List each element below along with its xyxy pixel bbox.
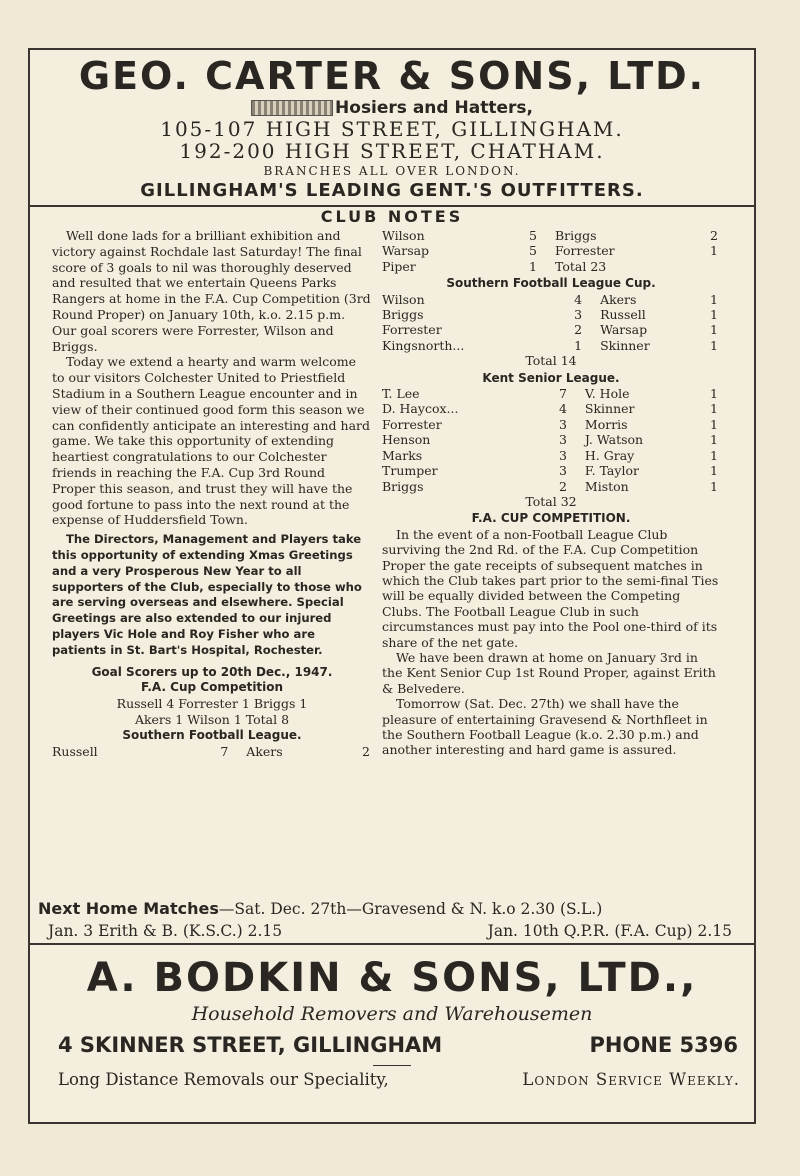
southern-league-table-part2 xyxy=(382,228,720,274)
scorer-name: Akers xyxy=(600,291,637,307)
scorer-name: J. Watson xyxy=(584,432,644,448)
scorer-name: Henson xyxy=(382,432,431,448)
table-row xyxy=(382,417,720,432)
scorer-name: Warsap xyxy=(600,322,648,338)
scorer-goals: 5 xyxy=(529,243,537,259)
scorer-name: Warsap xyxy=(382,243,430,259)
scorer-name: Russell xyxy=(600,307,646,323)
scorer-goals: 1 xyxy=(710,432,718,448)
scorer-name: T. Lee xyxy=(382,386,420,402)
greetings-paragraph: The Directors, Management and Players take this opportunity of extending Xmas Greetings and a very Prosperous New Year to all supporters of the Club, especially to those who are serving overseas and elsewhere. Special Greetings are also extended to our injured players Vic Hole and Roy Fisher who are patients in St. Bart's Hospital, Rochester. xyxy=(52,532,362,657)
table-row xyxy=(382,338,720,353)
scorer-goals: 7 xyxy=(220,743,229,759)
notes-paragraph-1: Well done lads for a brilliant exhibition and victory against Rochdale last Saturday! The final score of 3 goals to nil was thoroughly deserved and resulted that we entertain Queens Parks Rangers at home in the F.A. Cup Competition (3rd Round Proper) on January 10th, k.o. 2.15 p.m. Our goal scorers were Forrester, Wilson and Briggs. xyxy=(52,228,371,354)
carter-trade: Hosiers and Hatters, xyxy=(335,98,533,118)
fa-cup-scorers-line-2: Akers 1 Wilson 1 Total 8 xyxy=(134,711,290,727)
table-row xyxy=(382,463,720,478)
table-row xyxy=(382,292,720,307)
next-home-fixture-jan10: Jan. 10th Q.P.R. (F.A. Cup) 2.15 xyxy=(487,922,732,940)
goal-scorers-heading: Goal Scorers up to 20th Dec., 1947. xyxy=(91,664,333,679)
bodkin-phone: PHONE 5396 xyxy=(589,1033,738,1057)
notes-paragraph-2: Today we extend a hearty and warm welcome to our visitors Colchester United to Priestfield Stadium in a Southern League encounter and in view of their continued good form this season we can confidently anticipate an interesting and hard game. We take this opportunity of extending heartiest congratulations to our Colchester friends in reaching the F.A. Cup 3rd Round Proper this season, and trust they will have the good fortune to pass into the next round at the expense of Huddersfield Town. xyxy=(52,354,371,528)
table-row xyxy=(382,322,720,337)
scorer-name: Skinner xyxy=(600,337,650,353)
fa-cup-scorers-line-1: Russell 4 Forrester 1 Briggs 1 xyxy=(116,696,308,712)
scorer-name: F. Taylor xyxy=(584,463,639,479)
scorer-name: Piper xyxy=(382,258,416,274)
table-row xyxy=(382,432,720,447)
scorer-goals: 1 xyxy=(710,322,718,338)
scorer-name: Forrester xyxy=(554,243,615,259)
table-row xyxy=(382,479,720,494)
next-home-fixture-jan3: Jan. 3 Erith & B. (K.S.C.) 2.15 xyxy=(48,922,283,940)
carter-advert xyxy=(30,50,754,207)
bodkin-speciality: Long Distance Removals our Speciality, xyxy=(58,1070,389,1089)
scorer-name: Marks xyxy=(382,447,423,463)
scorer-goals: 1 xyxy=(574,337,583,353)
carter-address-1: 105-107 HIGH STREET, GILLINGHAM. xyxy=(160,117,624,141)
scorer-name: Wilson xyxy=(382,228,425,243)
fa-cup-rules-paragraph: In the event of a non-Football League Club surviving the 2nd Rd. of the F.A. Cup Competition Proper the gate receipts of subsequent matches in which the Club takes part prior to the semi-final Ties will be equally divided between the Competing Clubs. The Football League Club in such circumstances must pay into the Pool one-third of its share of the net gate. xyxy=(382,526,719,650)
divider xyxy=(373,1065,411,1066)
scorer-name: Forrester xyxy=(382,322,442,338)
club-notes-title: CLUB NOTES xyxy=(320,207,464,226)
kent-senior-league-heading: Kent Senior League. xyxy=(482,370,620,385)
scorer-name: Skinner xyxy=(584,401,635,417)
next-home-matches xyxy=(38,898,748,942)
scorer-name: Kingsnorth... xyxy=(382,337,465,353)
scorer-name: Trumper xyxy=(382,463,438,479)
southern-league-cup-heading: Southern Football League Cup. xyxy=(446,276,656,291)
tomorrow-paragraph: Tomorrow (Sat. Dec. 27th) we shall have the pleasure of entertaining Gravesend & Northfleet in the Southern Football League (k.o. 2.30 p.m.) and another interesting and hard game is assured. xyxy=(382,696,708,758)
bodkin-advert xyxy=(30,943,754,1126)
scorer-goals: 1 xyxy=(710,478,718,494)
table-row xyxy=(382,259,720,274)
scorer-goals: 1 xyxy=(710,416,718,432)
scorer-name: Russell xyxy=(52,743,98,759)
programme-page xyxy=(28,48,756,1124)
southern-league-table-part1 xyxy=(52,744,372,760)
southern-league-cup-table xyxy=(382,292,720,354)
scorer-goals: 7 xyxy=(558,386,567,402)
scorer-name: Briggs xyxy=(382,307,424,323)
fa-cup-competition-heading: F.A. CUP COMPETITION. xyxy=(471,511,631,526)
scorer-name: D. Haycox... xyxy=(382,401,459,417)
table-row xyxy=(382,228,720,243)
scorer-goals: 2 xyxy=(574,322,583,338)
scorer-goals xyxy=(696,259,720,274)
scorer-name: Wilson xyxy=(382,291,425,307)
scorer-goals: 1 xyxy=(710,447,718,463)
bodkin-tagline: Household Removers and Warehousemen xyxy=(191,1003,593,1025)
table-row xyxy=(382,448,720,463)
scorer-goals: 1 xyxy=(710,337,718,353)
scorer-goals: 4 xyxy=(558,401,567,417)
scorer-name: Akers xyxy=(246,743,283,759)
table-row xyxy=(52,744,372,760)
scorer-name: Miston xyxy=(584,478,629,494)
league-total: Total 23 xyxy=(554,258,607,274)
scorer-name: Forrester xyxy=(382,416,442,432)
scorer-name: Briggs xyxy=(554,228,597,243)
scorer-goals: 4 xyxy=(574,291,583,307)
next-home-line-1: —Sat. Dec. 27th—Gravesend & N. k.o 2.30 (S.L.) xyxy=(218,900,603,918)
scorer-goals: 2 xyxy=(558,478,567,494)
scorer-name: Morris xyxy=(584,416,628,432)
scorer-goals: 3 xyxy=(574,307,583,323)
bodkin-address: 4 SKINNER STREET, GILLINGHAM xyxy=(58,1033,443,1057)
table-row xyxy=(382,243,720,258)
scorer-goals: 1 xyxy=(710,243,718,259)
scorer-goals: 1 xyxy=(710,307,718,323)
carter-company-name: GEO. CARTER & SONS, LTD. xyxy=(78,54,706,98)
carter-branches: BRANCHES ALL OVER LONDON. xyxy=(263,164,521,178)
scorer-goals: 3 xyxy=(558,416,567,432)
carter-address-2: 192-200 HIGH STREET, CHATHAM. xyxy=(179,139,605,163)
scorer-goals: 1 xyxy=(710,401,718,417)
kent-cup-draw-paragraph: We have been drawn at home on January 3rd in the Kent Senior Cup 1st Round Proper, against Erith & Belvedere. xyxy=(382,649,716,696)
bodkin-company-name: A. BODKIN & SONS, LTD., xyxy=(86,955,698,1001)
scorer-goals: 1 xyxy=(710,386,718,402)
left-column xyxy=(52,228,372,759)
scorer-goals: 5 xyxy=(529,228,537,243)
scorer-goals: 3 xyxy=(558,432,567,448)
scorer-name: H. Gray xyxy=(584,447,635,463)
scorer-goals: 3 xyxy=(558,463,567,479)
scorer-goals: 2 xyxy=(362,743,370,759)
southern-league-heading: Southern Football League. xyxy=(122,727,302,742)
next-home-label: Next Home Matches xyxy=(38,899,219,918)
scorer-goals: 2 xyxy=(710,228,718,243)
scorer-name: V. Hole xyxy=(584,386,630,402)
carter-slogan: GILLINGHAM'S LEADING GENT.'S OUTFITTERS. xyxy=(140,180,644,201)
kent-senior-league-table xyxy=(382,386,720,494)
kent-senior-league-total: Total 32 xyxy=(525,493,577,509)
scorer-name: Briggs xyxy=(382,478,424,494)
hat-illustration-icon xyxy=(251,100,333,116)
table-row xyxy=(382,307,720,322)
table-row xyxy=(382,386,720,401)
fa-cup-heading: F.A. Cup Competition xyxy=(140,680,284,695)
southern-league-cup-total: Total 14 xyxy=(525,353,577,369)
table-row xyxy=(382,401,720,416)
right-column xyxy=(382,228,720,758)
scorer-goals: 1 xyxy=(710,291,718,307)
scorer-goals: 1 xyxy=(710,463,718,479)
bodkin-service: London Service Weekly. xyxy=(522,1070,740,1089)
scorer-goals: 3 xyxy=(558,447,567,463)
scorer-goals: 1 xyxy=(529,258,537,274)
